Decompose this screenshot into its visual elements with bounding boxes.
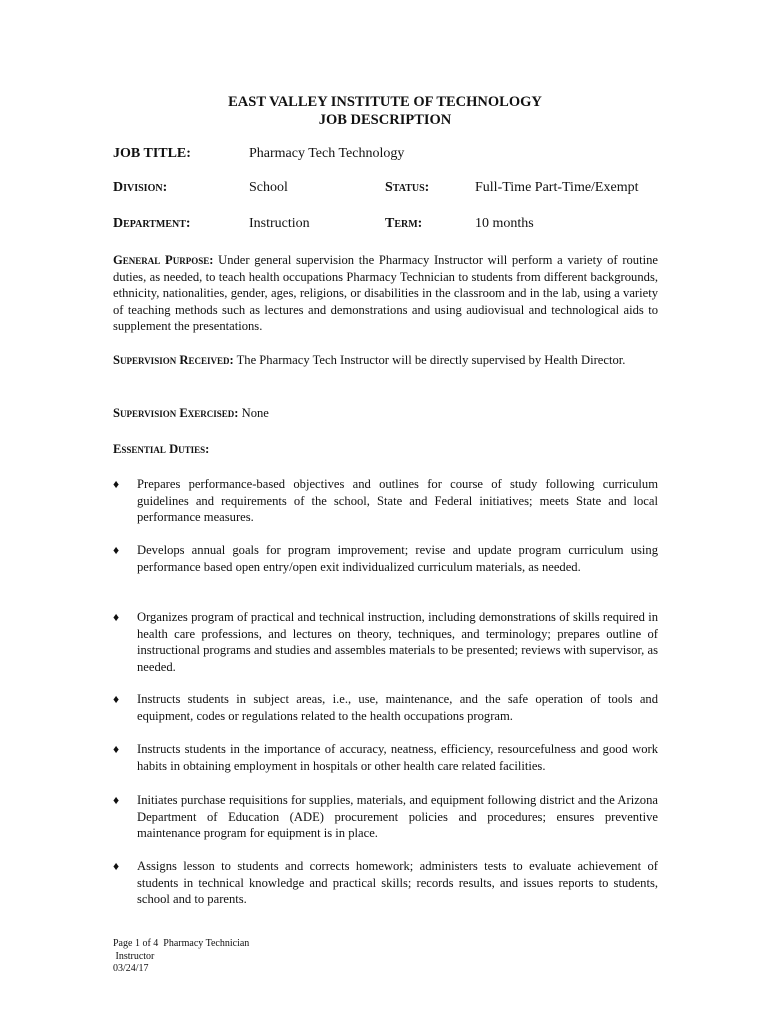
supervision-received-section	[113, 352, 658, 369]
diamond-bullet-icon: ♦	[113, 543, 120, 557]
duty-text: Instructs students in the importance of accuracy, neatness, efficiency, resourcefulness and good work habits in obtaining employment in hospitals or other health care related facilities.	[137, 742, 658, 773]
duty-item	[113, 542, 658, 575]
status-label: Status:	[385, 180, 430, 195]
diamond-bullet-icon: ♦	[113, 859, 120, 873]
duty-text: Prepares performance-based objectives and outlines for course of study following curriculum guidelines and requirements of the school, State and Federal initiatives; meets State and local performance measures.	[137, 477, 658, 525]
diamond-bullet-icon: ♦	[113, 477, 120, 491]
job-title-label: JOB TITLE:	[113, 146, 191, 161]
duty-text: Organizes program of practical and technical instruction, including demonstrations of skills required in health care professions, and lectures on theory, techniques, and terminology; prepares outline of instructional programs and studies and assembles materials to be presented; reviews with supervisor, as needed.	[137, 610, 658, 674]
supervision-exercised-label: Supervision Exercised:	[113, 406, 239, 420]
essential-duties-label: Essential Duties:	[113, 442, 210, 456]
essential-duties-heading	[113, 441, 658, 458]
duty-text: Instructs students in subject areas, i.e., use, maintenance, and the safe operation of tools and equipment, codes or regulations related to the health occupations program.	[137, 692, 658, 723]
division-label: Division:	[113, 180, 168, 195]
footer-date: 03/24/17	[113, 963, 149, 974]
job-title-value: Pharmacy Tech Technology	[249, 146, 405, 161]
department-label: Department:	[113, 216, 191, 231]
duty-item	[113, 476, 658, 526]
page-footer	[113, 938, 249, 976]
general-purpose-label: General Purpose:	[113, 253, 214, 267]
institution-title: EAST VALLEY INSTITUTE OF TECHNOLOGY	[228, 94, 542, 110]
supervision-exercised-text: None	[241, 406, 269, 420]
duty-item	[113, 741, 658, 774]
duty-text: Develops annual goals for program improvement; revise and update program curriculum using performance based open entry/open exit individualized curriculum materials, as needed.	[137, 543, 658, 574]
duty-item	[113, 609, 658, 675]
department-value: Instruction	[249, 216, 310, 231]
general-purpose-section	[113, 252, 658, 335]
footer-role: Instructor	[113, 950, 155, 962]
term-label: Term:	[385, 216, 423, 231]
general-purpose-text: Under general supervision the Pharmacy Instructor will perform a variety of routine duties, as needed, to teach health occupations Pharmacy Technician to students from different backgrounds, ethnicity, nationalities, gender, ages, religions, or disabilities in the classroom and in the lab, using a variety of teaching methods such as lectures and demonstrations and using audiovisual and technological aids to supplement the presentations.	[113, 253, 658, 334]
status-value: Full-Time Part-Time/Exempt	[475, 180, 639, 195]
division-value: School	[249, 180, 288, 195]
supervision-exercised-section	[113, 405, 658, 422]
diamond-bullet-icon: ♦	[113, 692, 120, 706]
supervision-received-label: Supervision Received:	[113, 353, 234, 367]
term-value: 10 months	[475, 216, 534, 231]
duty-text: Assigns lesson to students and corrects homework; administers tests to evaluate achievement of students in technical knowledge and practical skills; records results, and issues reports to students, school and to parents.	[137, 859, 658, 907]
document-type-title: JOB DESCRIPTION	[318, 112, 452, 128]
duty-text: Initiates purchase requisitions for supplies, materials, and equipment following district and the Arizona Department of Education (ADE) procurement policies and procedures; ensures preventive maintenance program for equipment is in place.	[137, 793, 658, 841]
diamond-bullet-icon: ♦	[113, 793, 120, 807]
diamond-bullet-icon: ♦	[113, 610, 120, 624]
duty-item	[113, 792, 658, 842]
duty-item	[113, 858, 658, 908]
diamond-bullet-icon: ♦	[113, 742, 120, 756]
duty-item	[113, 691, 658, 724]
footer-page-info: Page 1 of 4 Pharmacy Technician	[113, 938, 250, 949]
supervision-received-text: The Pharmacy Tech Instructor will be directly supervised by Health Director.	[236, 353, 626, 367]
